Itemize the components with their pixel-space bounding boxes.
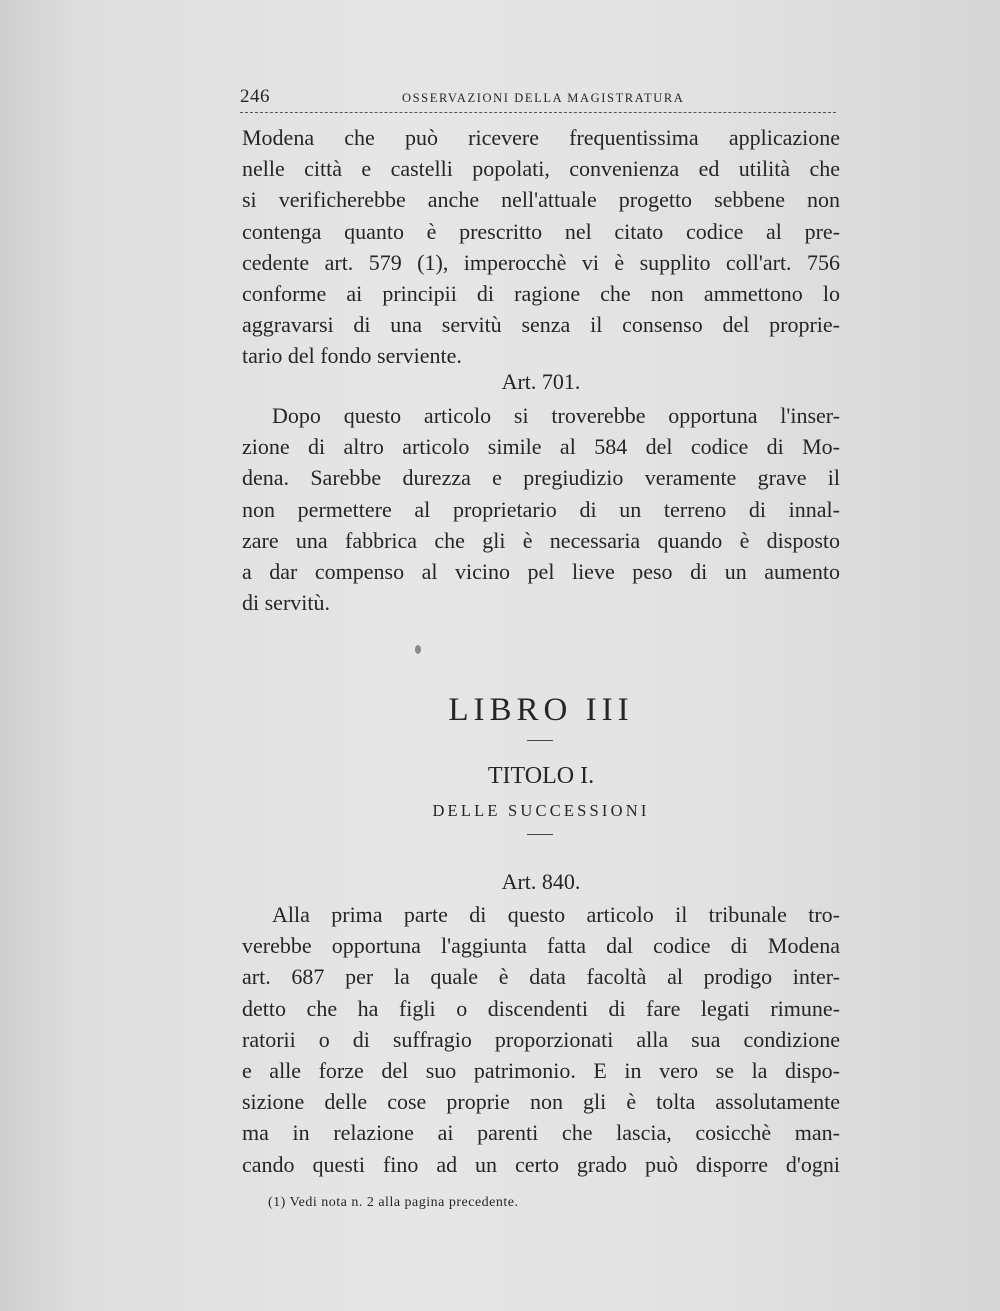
text-line: aggravarsi di una servitù senza il consenso del proprie- [242,312,840,338]
text-line: Modena che può ricevere frequentissima applicazione [242,125,840,150]
text-line: Alla prima parte di questo articolo il tribunale tro- [272,902,840,927]
text-line: contenga quanto è prescritto nel citato codice al pre- [242,218,840,244]
article-840-text [242,899,840,1180]
text-line: di servitù. [242,590,330,616]
text-line: sizione delle cose proprie non gli è tolta assolutamente [242,1089,840,1115]
text-line: e alle forze del suo patrimonio. E in vero se la dispo- [242,1057,840,1083]
footnote: (1) Vedi nota n. 2 alla pagina precedente. [268,1195,519,1210]
text-line: non permettere al proprietario di un terreno di innal- [242,496,840,522]
text-line: zare una fabbrica che gli è necessaria quando è disposto [242,527,840,553]
running-head: OSSERVAZIONI DELLA MAGISTRATURA [402,91,685,105]
section-subtitle: DELLE SUCCESSIONI [432,801,650,820]
page-header [240,84,836,113]
page-number: 246 [240,86,270,107]
text-line: conforme ai principii di ragione che non ammettono lo [242,280,840,306]
article-heading-701: Art. 701. [501,369,581,394]
paragraph-continued [242,122,840,372]
divider [527,834,553,835]
text-line: Dopo questo articolo si troverebbe opportuna l'inser- [272,403,840,428]
article-heading-840: Art. 840. [501,869,581,894]
text-line: si verificherebbe anche nell'attuale progetto sebbene non [242,187,840,213]
text-line: ma in relazione ai parenti che lascia, cosicchè man- [242,1120,840,1146]
text-line: dena. Sarebbe durezza e pregiudizio veramente grave il [242,465,840,491]
title-heading: TITOLO I. [487,763,595,789]
ink-speck [415,645,421,654]
text-line: cedente art. 579 (1), imperocchè vi è supplito coll'art. 756 [242,249,840,275]
text-line: art. 687 per la quale è data facoltà al prodigo inter- [242,964,840,990]
text-line: tario del fondo serviente. [242,343,462,369]
divider [527,740,553,741]
article-701-text [242,400,840,618]
text-line: cando questi fino ad un certo grado può disporre d'ogni [242,1151,840,1177]
book-title: LIBRO III [448,692,634,728]
text-line: ratorii o di suffragio proporzionati alla sua condizione [242,1026,840,1052]
text-line: verebbe opportuna l'aggiunta fatta dal codice di Modena [242,933,840,959]
text-line: zione di altro articolo simile al 584 del codice di Mo- [242,434,840,460]
text-line: a dar compenso al vicino pel lieve peso di un aumento [242,558,840,584]
text-line: detto che ha figli o discendenti di fare legati rimune- [242,995,840,1021]
text-line: nelle città e castelli popolati, convenienza ed utilità che [242,156,840,182]
